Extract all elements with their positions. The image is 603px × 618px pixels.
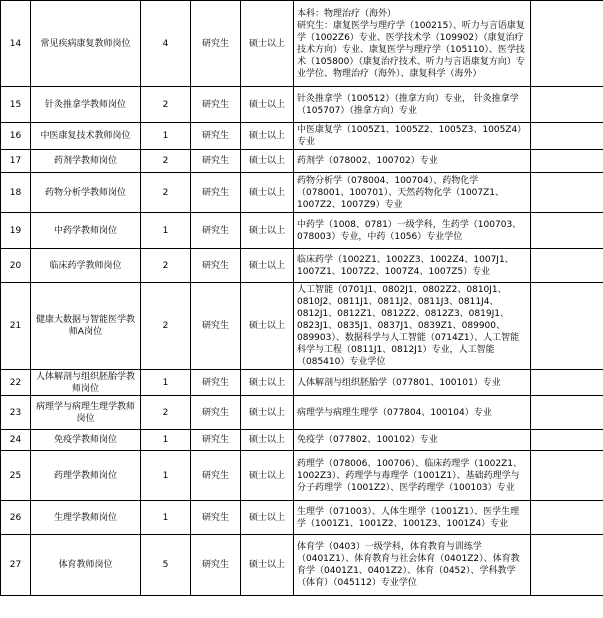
major-requirement: 免疫学（077802、100102）专业 xyxy=(294,430,531,451)
table-row xyxy=(1,535,603,596)
education-requirement: 研究生 xyxy=(191,501,241,535)
degree-requirement: 硕士以上 xyxy=(241,535,294,596)
empty-cell xyxy=(531,150,603,173)
table-row xyxy=(1,173,603,213)
row-number: 26 xyxy=(1,501,31,535)
post-name: 人体解剖与组织胚胎学教师岗位 xyxy=(31,370,141,396)
table-row xyxy=(1,451,603,501)
table-row xyxy=(1,501,603,535)
major-requirement: 人工智能（0701J1、0802J1、0802Z2、0810J1、0810J2、0811J1、0811J2、0811J3、0811J4、0812J1、0812Z1、0812Z2、0812Z3、0819J1、0823J1、0835J1、0837J1、0839Z1、089900、089903）、数据科学与人工智能（0714Z1）、人工智能科学与工程（0811J1、0812J1）专业，人工智能（085410）专业学位 xyxy=(294,283,531,370)
table-row xyxy=(1,87,603,123)
headcount: 1 xyxy=(141,451,191,501)
row-number: 14 xyxy=(1,1,31,87)
major-requirement: 本科：物理治疗（海外） 研究生：康复医学与理疗学（100215）、听力与言语康复学（1002Z6）专业、医学技术学（109902）（康复治疗技术方向）专业、康复医学与理疗学（105110）、医学技术（105800）（康复治疗技术、听力与言语康复方向）专业学位、物理治疗（海外）、康复科学（海外） xyxy=(294,1,531,87)
headcount: 1 xyxy=(141,123,191,150)
education-requirement: 研究生 xyxy=(191,87,241,123)
table-row xyxy=(1,249,603,283)
post-name: 生理学教师岗位 xyxy=(31,501,141,535)
headcount: 4 xyxy=(141,1,191,87)
empty-cell xyxy=(531,283,603,370)
education-requirement: 研究生 xyxy=(191,150,241,173)
empty-cell xyxy=(531,451,603,501)
row-number: 15 xyxy=(1,87,31,123)
post-name: 中医康复技术教师岗位 xyxy=(31,123,141,150)
major-requirement: 药理学（078006、100706）、临床药理学（1002Z1、1002Z3）、药理学与毒理学（1001Z1）、基础药理学与分子药理学（1001Z2）、医学药理学（100103）专业 xyxy=(294,451,531,501)
major-requirement: 中药学（1008、0781）一级学科，生药学（100703、078003）专业，中药（1056）专业学位 xyxy=(294,213,531,249)
headcount: 2 xyxy=(141,150,191,173)
table-row xyxy=(1,1,603,87)
post-name: 体育教师岗位 xyxy=(31,535,141,596)
row-number: 21 xyxy=(1,283,31,370)
education-requirement: 研究生 xyxy=(191,283,241,370)
row-number: 24 xyxy=(1,430,31,451)
major-requirement: 针灸推拿学（100512）（推拿方向）专业， 针灸推拿学（105707）（推拿方向）专业 xyxy=(294,87,531,123)
table-row xyxy=(1,150,603,173)
degree-requirement: 硕士以上 xyxy=(241,150,294,173)
headcount: 2 xyxy=(141,396,191,430)
empty-cell xyxy=(531,396,603,430)
degree-requirement: 硕士以上 xyxy=(241,283,294,370)
education-requirement: 研究生 xyxy=(191,396,241,430)
empty-cell xyxy=(531,213,603,249)
degree-requirement: 硕士以上 xyxy=(241,430,294,451)
education-requirement: 研究生 xyxy=(191,213,241,249)
education-requirement: 研究生 xyxy=(191,173,241,213)
headcount: 1 xyxy=(141,501,191,535)
degree-requirement: 硕士以上 xyxy=(241,213,294,249)
table-row xyxy=(1,370,603,396)
table-row xyxy=(1,283,603,370)
row-number: 16 xyxy=(1,123,31,150)
row-number: 27 xyxy=(1,535,31,596)
empty-cell xyxy=(531,1,603,87)
degree-requirement: 硕士以上 xyxy=(241,173,294,213)
degree-requirement: 硕士以上 xyxy=(241,123,294,150)
education-requirement: 研究生 xyxy=(191,535,241,596)
row-number: 23 xyxy=(1,396,31,430)
headcount: 1 xyxy=(141,213,191,249)
post-name: 健康大数据与智能医学教师A岗位 xyxy=(31,283,141,370)
post-name: 临床药学教师岗位 xyxy=(31,249,141,283)
headcount: 2 xyxy=(141,173,191,213)
education-requirement: 研究生 xyxy=(191,370,241,396)
degree-requirement: 硕士以上 xyxy=(241,396,294,430)
headcount: 5 xyxy=(141,535,191,596)
post-name: 常见疾病康复教师岗位 xyxy=(31,1,141,87)
row-number: 20 xyxy=(1,249,31,283)
row-number: 19 xyxy=(1,213,31,249)
education-requirement: 研究生 xyxy=(191,451,241,501)
empty-cell xyxy=(531,370,603,396)
table-row xyxy=(1,123,603,150)
post-name: 药剂学教师岗位 xyxy=(31,150,141,173)
major-requirement: 临床药学（1002Z1、1002Z3、1002Z4、1007J1、1007Z1、1007Z2、1007Z4、1007Z5）专业 xyxy=(294,249,531,283)
row-number: 22 xyxy=(1,370,31,396)
row-number: 18 xyxy=(1,173,31,213)
degree-requirement: 硕士以上 xyxy=(241,87,294,123)
education-requirement: 研究生 xyxy=(191,430,241,451)
row-number: 25 xyxy=(1,451,31,501)
headcount: 1 xyxy=(141,370,191,396)
table-row xyxy=(1,430,603,451)
education-requirement: 研究生 xyxy=(191,249,241,283)
empty-cell xyxy=(531,501,603,535)
degree-requirement: 硕士以上 xyxy=(241,501,294,535)
post-name: 针灸推拿学教师岗位 xyxy=(31,87,141,123)
headcount: 2 xyxy=(141,87,191,123)
headcount: 1 xyxy=(141,430,191,451)
empty-cell xyxy=(531,173,603,213)
major-requirement: 药物分析学（078004、100704）、药物化学（078001、100701）、天然药物化学（1007Z1、1007Z2、1007Z9）专业 xyxy=(294,173,531,213)
major-requirement: 体育学（0403）一级学科，体育教育与训练学（0401Z1）、体育教育与社会体育（0401Z2）、体育教育学（0401Z1、0401Z2）、体育（0452）、学科教学（体育）（045112）专业学位 xyxy=(294,535,531,596)
degree-requirement: 硕士以上 xyxy=(241,1,294,87)
empty-cell xyxy=(531,430,603,451)
major-requirement: 药剂学（078002、100702）专业 xyxy=(294,150,531,173)
major-requirement: 人体解剖与组织胚胎学（077801、100101）专业 xyxy=(294,370,531,396)
headcount: 2 xyxy=(141,249,191,283)
headcount: 2 xyxy=(141,283,191,370)
education-requirement: 研究生 xyxy=(191,123,241,150)
education-requirement: 研究生 xyxy=(191,1,241,87)
major-requirement: 生理学（071003）、人体生理学（1001Z1）、医学生理学（1001Z1、1001Z2、1001Z3、1001Z4）专业 xyxy=(294,501,531,535)
post-name: 中药学教师岗位 xyxy=(31,213,141,249)
empty-cell xyxy=(531,535,603,596)
post-name: 药物分析学教师岗位 xyxy=(31,173,141,213)
empty-cell xyxy=(531,123,603,150)
major-requirement: 病理学与病理生理学（077804、100104）专业 xyxy=(294,396,531,430)
post-name: 免疫学教师岗位 xyxy=(31,430,141,451)
major-requirement: 中医康复学（1005Z1、1005Z2、1005Z3、1005Z4）专业 xyxy=(294,123,531,150)
row-number: 17 xyxy=(1,150,31,173)
degree-requirement: 硕士以上 xyxy=(241,370,294,396)
table-row xyxy=(1,213,603,249)
degree-requirement: 硕士以上 xyxy=(241,249,294,283)
empty-cell xyxy=(531,87,603,123)
post-name: 病理学与病理生理学教师岗位 xyxy=(31,396,141,430)
table-row xyxy=(1,396,603,430)
degree-requirement: 硕士以上 xyxy=(241,451,294,501)
post-name: 药理学教师岗位 xyxy=(31,451,141,501)
empty-cell xyxy=(531,249,603,283)
